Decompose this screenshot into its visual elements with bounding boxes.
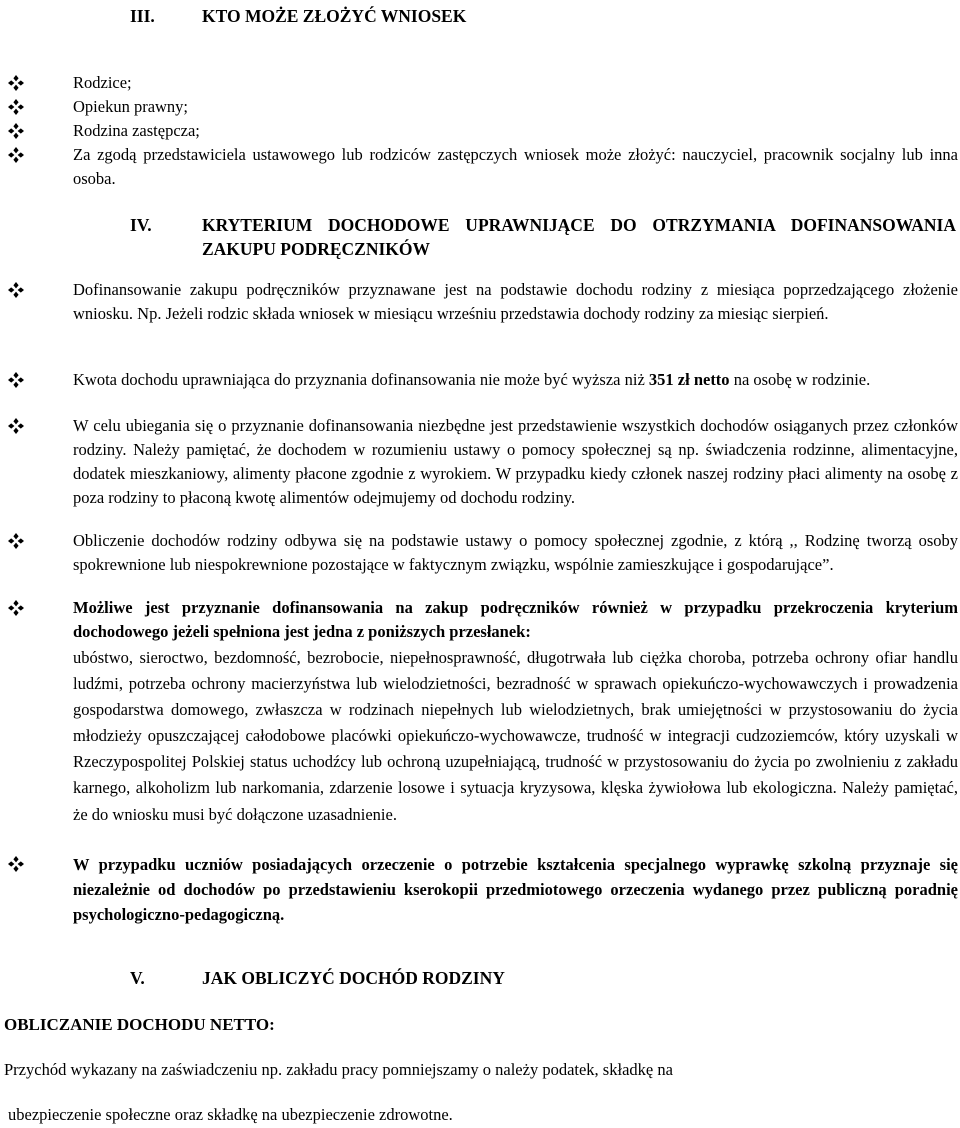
netto-line-2: ubezpieczenie społeczne oraz składkę na ubezpieczenie zdrowotne.: [8, 1105, 453, 1124]
netto-line-1: Przychód wykazany na zaświadczeniu np. zakładu pracy pomniejszamy o należy podatek, składkę na: [4, 1060, 673, 1079]
section-5-heading: [130, 968, 505, 989]
criterion-special-education: W przypadku uczniów posiadających orzeczenie o potrzebie kształcenia specjalnego wyprawkę szkolną przyznaje się niezależnie od dochodów po przedstawieniu kserokopii przedmiotowego orzeczenia wydanego przez publiczną poradnię psychologiczno-pedagogiczną.: [73, 855, 958, 924]
diamond-bullet-icon: [6, 854, 26, 874]
section-4-title: KRYTERIUM DOCHODOWE UPRAWNIJĄCE DO OTRZYMANIA DOFINANSOWANIA ZAKUPU PODRĘCZNIKÓW: [202, 215, 956, 259]
income-limit-text-pre: Kwota dochodu uprawniająca do przyznania dofinansowania nie może być wyższa niż: [73, 370, 649, 389]
diamond-bullet-icon: [6, 598, 26, 618]
section-3-heading: [130, 6, 466, 27]
applicant-item: Za zgodą przedstawiciela ustawowego lub rodziców zastępczych wniosek może złożyć: nauczyciel, pracownik socjalny lub inna osoba.: [73, 145, 958, 188]
applicant-item: Rodzina zastępcza;: [73, 121, 200, 140]
section-3-title: KTO MOŻE ZŁOŻYĆ WNIOSEK: [202, 6, 467, 26]
diamond-bullet-icon: [6, 97, 26, 117]
section-3-number: III.: [130, 6, 155, 26]
income-limit-amount: 351 zł netto: [648, 370, 730, 389]
criterion-exceptions-heading: Możliwe jest przyznanie dofinansowania na zakup podręczników również w przypadku przekroczenia kryterium dochodowego jeżeli spełniona jest jedna z poniższych przesłanek:: [73, 598, 958, 641]
section-5-number: V.: [130, 968, 145, 988]
criterion-family-definition: Obliczenie dochodów rodziny odbywa się na podstawie ustawy o pomocy społecznej zgodnie, z którą ,, Rodzinę tworzą osoby spokrewnione lub niespokrewnione pozostające w faktycznym związku, wspólnie zamieszkujące i gospodarujące”.: [73, 531, 958, 574]
applicant-item: Rodzice;: [73, 73, 132, 92]
criterion-income-limit: [73, 368, 958, 392]
section-4-number: IV.: [130, 215, 152, 235]
diamond-bullet-icon: [6, 280, 26, 300]
netto-heading: OBLICZANIE DOCHODU NETTO:: [4, 1015, 275, 1034]
diamond-bullet-icon: [6, 121, 26, 141]
diamond-bullet-icon: [6, 416, 26, 436]
criterion-income-period: Dofinansowanie zakupu podręczników przyznawane jest na podstawie dochodu rodziny z miesiąca poprzedzającego złożenie wniosku. Np. Jeżeli rodzic składa wniosek w miesiącu wrześniu przedstawia dochody rodziny za miesiąc sierpień.: [73, 280, 958, 323]
section-5-title: JAK OBLICZYĆ DOCHÓD RODZINY: [202, 968, 505, 988]
diamond-bullet-icon: [6, 145, 26, 165]
diamond-bullet-icon: [6, 531, 26, 551]
income-limit-text-post: na osobę w rodzinie.: [729, 370, 871, 389]
criterion-exceptions-list: ubóstwo, sieroctwo, bezdomność, bezrobocie, niepełnosprawność, długotrwała lub ciężka choroba, potrzeba ochrony ofiar handlu ludźmi, potrzeba ochrony macierzyństwa lub wielodzietności, bezradność w sprawach opiekuńczo-wychowawczych i prowadzenia gospodarstwa domowego, zwłaszcza w rodzinach niepełnych lub wielodzietnych, brak umiejętności w przystosowaniu do życia młodzieży opuszczającej całodobowe placówki opiekuńczo-wychowawcze, trudność w integracji cudzoziemców, który uzyskali w Rzeczypospolitej Polskiej status uchodźcy lub ochroną uzupełniającą, trudność w przystosowaniu do życia po zwolnieniu z zakładu karnego, alkoholizm lub narkomania, zdarzenie losowe i sytuacja kryzysowa, klęska żywiołowa lub ekologiczna. Należy pamiętać, że do wniosku musi być dołączone uzasadnienie.: [73, 648, 958, 824]
diamond-bullet-icon: [6, 370, 26, 390]
applicant-item: Opiekun prawny;: [73, 97, 189, 116]
criterion-income-sources: W celu ubiegania się o przyznanie dofinansowania niezbędne jest przedstawienie wszystkich dochodów osiąganych przez członków rodziny. Należy pamiętać, że dochodem w rozumieniu ustawy o pomocy społecznej są np. świadczenia rodzinne, alimentacyjne, dodatek mieszkaniowy, alimenty płacone zgodnie z wyrokiem. W przypadku kiedy członek naszej rodziny płaci alimenty na osobę z poza rodziny to płaconą kwotę alimentów odejmujemy od dochodu rodziny.: [73, 416, 958, 507]
section-4-heading: [130, 213, 956, 261]
diamond-bullet-icon: [6, 73, 26, 93]
